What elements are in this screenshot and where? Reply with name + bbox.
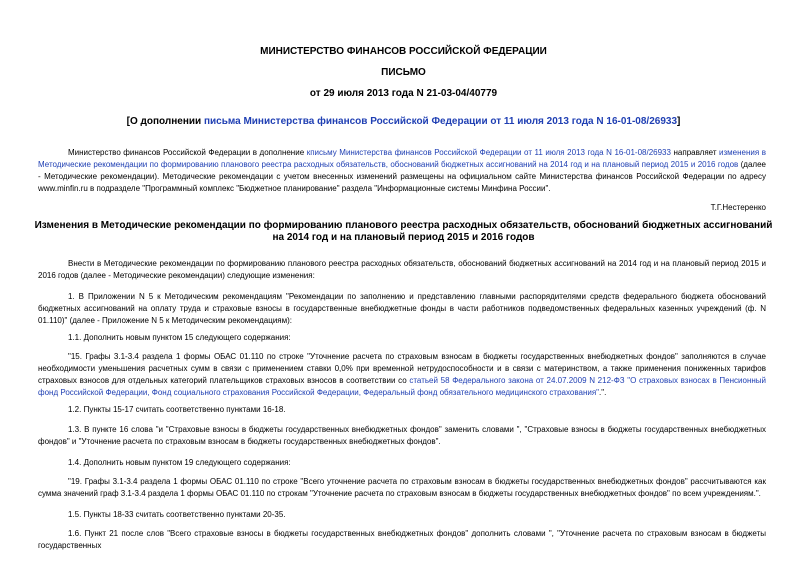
document-type-heading: ПИСЬМО bbox=[381, 67, 426, 78]
intro-changes-link[interactable]: изменения в Методические рекомендации по формированию планового реестра расходных обязательств, обоснований бюджетных ассигнований на 2014 год и на плановый период 2015 и 2016 годов bbox=[38, 148, 766, 169]
paragraph-9: 1.5. Пункты 18-33 считать соответственно пунктами 20-35. bbox=[68, 510, 286, 519]
intro-text-3: (далее - Методические рекомендации). Методические рекомендации с учетом внесенных изменений размещены на официальном сайте Министерства финансов Российской Федерации по адресу www.minfin.ru в подразделе "Программный комплекс "Бюджетное планирование" раздела "Информационные системы Минфина России". bbox=[38, 160, 766, 193]
paragraph-10: 1.6. Пункт 21 после слов "Всего страховые взносы в бюджеты государственных внебюджетных фондов" дополнить словами ", "Уточнение расчета по страховым взносам в бюджеты государственных bbox=[38, 529, 766, 550]
paragraph-7: 1.4. Дополнить новым пунктом 19 следующего содержания: bbox=[68, 458, 291, 467]
paragraph-2: 1. В Приложении N 5 к Методическим рекомендациям "Рекомендации по заполнению и представлению главными распорядителями средств федерального бюджета обоснований бюджетных ассигнований на оплату труда и страховые взносы в государственные внебюджетные фонды в части работников подведомственных федеральных казенных учреждений (ф. N 01.110)" (далее - Приложение N 5 к Методическим рекомендациям): bbox=[38, 292, 766, 325]
paragraph-6: 1.3. В пункте 16 слова "и "Страховые взносы в бюджеты государственных внебюджетных фондов" заменить словами ", "Страховые взносы в бюджеты государственных внебюджетных фондов" и "Уточнение расчета по страховым взносам в бюджеты государственных внебюджетных фондов". bbox=[38, 425, 766, 446]
paragraph-3: 1.1. Дополнить новым пунктом 15 следующего содержания: bbox=[68, 333, 291, 342]
paragraph-8: "19. Графы 3.1-3.4 раздела 1 формы ОБАС 01.110 по строке "Всего уточнение расчета по страховым взносам в бюджеты государственных внебюджетных фондов" рассчитываются как сумма значений граф 3.1-3.4 раздела 1 формы ОБАС 01.110 по строкам "Уточнение расчета по страховым взносам в бюджеты государственных внебюджетных фондов" по всем учреждениям.". bbox=[38, 477, 766, 498]
federal-law-link[interactable]: статьей 58 Федерального закона от 24.07.2009 N 212-ФЗ "О страховых взносах в Пенсионный фонд Российской Федерации, Фонд социального страхования Российской Федерации, Федеральный фонд обязательного медицинского страхования" bbox=[38, 376, 767, 397]
subject-suffix: ] bbox=[677, 116, 681, 127]
paragraph-5: 1.2. Пункты 15-17 считать соответственно пунктами 16-18. bbox=[68, 405, 286, 414]
date-number-heading: от 29 июля 2013 года N 21-03-04/40779 bbox=[309, 88, 498, 99]
intro-text-2: направляет bbox=[670, 148, 720, 157]
intro-paragraph bbox=[38, 147, 766, 195]
intro-letter-link[interactable]: кписьму Министерства финансов Российской Федерации от 11 июля 2013 года N 16-01-08/26933 bbox=[306, 148, 671, 157]
paragraph-4 bbox=[38, 351, 766, 399]
subject-prefix: [О дополнении bbox=[126, 116, 204, 127]
subject-line bbox=[0, 116, 807, 128]
signature: Т.Г.Нестеренко bbox=[710, 203, 766, 212]
subject-letter-link[interactable]: письма Министерства финансов Российской Федерации от 11 июля 2013 года N 16-01-08/26933 bbox=[203, 116, 678, 127]
ministry-heading: МИНИСТЕРСТВО ФИНАНСОВ РОССИЙСКОЙ ФЕДЕРАЦИИ bbox=[260, 46, 547, 57]
paragraph-4-text-1: "15. Графы 3.1-3.4 раздела 1 формы ОБАС 01.110 по строке "Уточнение расчета по страховым взносам в бюджеты государственных внебюджетных фондов" заполняются в случае необходимости уменьшения расчетных сумм в связи с применением ставки 0,0% при временной нетрудоспособности и в связи с материнством, а также применения пониженных тарифов страховых взносов для отдельных категорий плательщиков страховых взносов в соответствии со bbox=[38, 352, 766, 385]
section-title: Изменения в Методические рекомендации по формированию планового реестра расходных обязательств, обоснований бюджетных ассигнований на 2014 год и на плановый период 2015 и 2016 годов bbox=[34, 220, 773, 243]
intro-text-1: Министерство финансов Российской Федерации в дополнение bbox=[68, 148, 307, 157]
paragraph-4-text-2: .". bbox=[599, 388, 607, 397]
paragraph-1: Внести в Методические рекомендации по формированию планового реестра расходных обязательств, обоснований бюджетных ассигнований на 2014 год и на плановый период 2015 и 2016 годов (далее - Методические рекомендации) следующие изменения: bbox=[38, 259, 766, 280]
